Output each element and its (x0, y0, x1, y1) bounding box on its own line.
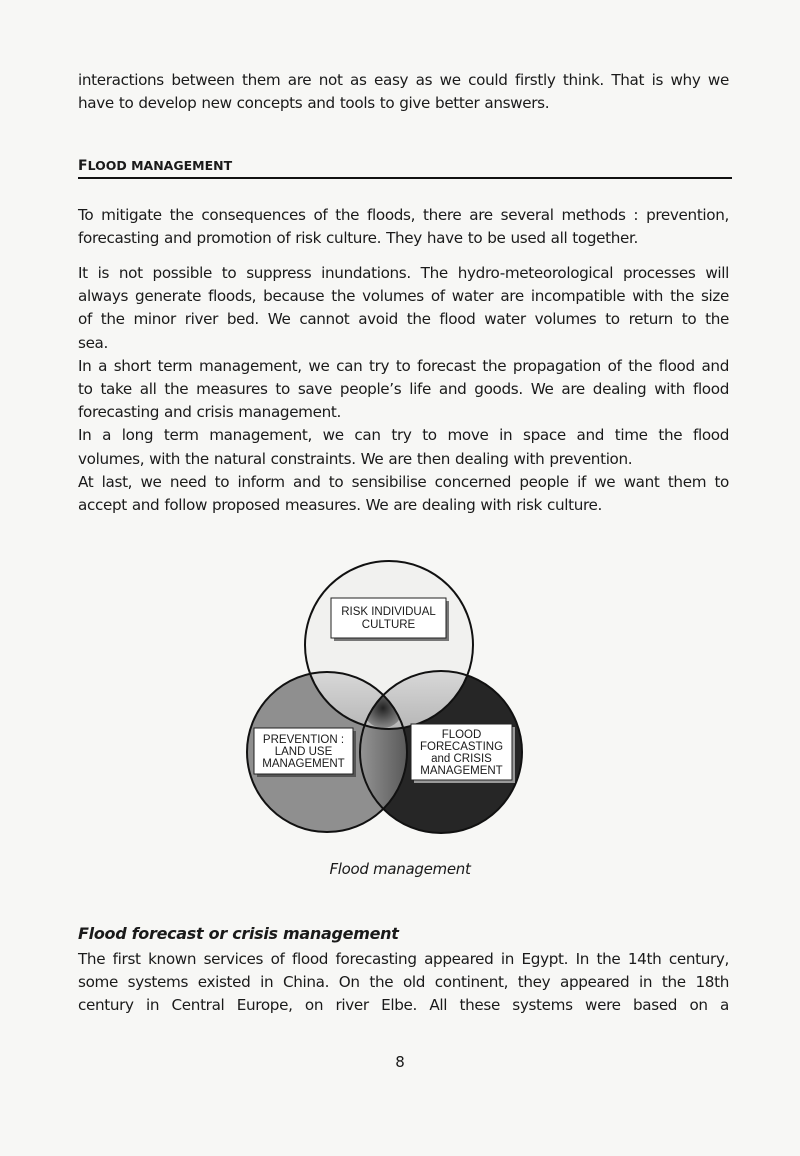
text-line: century in Central Europe, on river Elbe. All these systems were based on a (78, 996, 729, 1015)
label-forecasting (411, 724, 515, 783)
heading-rest: LOOD MANAGEMENT (87, 158, 233, 173)
label-line: MANAGEMENT (262, 758, 345, 770)
label-line: RISK INDIVIDUAL (341, 606, 436, 618)
label-line: CULTURE (361, 619, 416, 631)
text-line: In a long term management, we can try to move in space and time the flood (78, 426, 729, 445)
text-line: It is not possible to suppress inundations. The hydro-meteorological processes will (78, 264, 729, 282)
text-line: to take all the measures to save people’s life and goods. We are dealing with flood (78, 380, 729, 399)
text-line: The first known services of flood forecasting appeared in Egypt. In the 14th century, (78, 950, 729, 968)
text-line: forecasting and crisis management. (78, 403, 341, 422)
text-line: some systems existed in China. On the old continent, they appeared in the 18th (78, 973, 729, 992)
text-line: have to develop new concepts and tools to give better answers. (78, 94, 550, 113)
text-line: of the minor river bed. We cannot avoid the flood water volumes to return to the (78, 310, 729, 329)
text-line: always generate floods, because the volumes of water are incompatible with the size (78, 287, 729, 306)
text-line: forecasting and promotion of risk culture. They have to be used all together. (78, 229, 638, 248)
page-number: 8 (395, 1053, 405, 1071)
text-line: At last, we need to inform and to sensibilise concerned people if we want them to (78, 472, 729, 491)
label-line: PREVENTION : (262, 734, 345, 746)
label-line: LAND USE (274, 746, 333, 758)
subsection-heading: Flood forecast or crisis management (78, 924, 399, 943)
history-paragraph (78, 948, 729, 1018)
text-line: accept and follow proposed measures. We are dealing with risk culture. (78, 496, 603, 515)
text-line: In a short term management, we can try to forecast the propagation of the flood and (78, 356, 729, 375)
label-line: FLOOD (441, 729, 482, 741)
label-prevention (254, 728, 356, 777)
text-line: interactions between them are not as easy as we could firstly think. That is why we (78, 71, 729, 89)
label-line: FORECASTING (419, 741, 504, 753)
label-line: MANAGEMENT (420, 765, 503, 777)
heading-initial: F (78, 158, 88, 174)
label-line: and CRISIS (431, 753, 492, 765)
text-line: sea. (78, 333, 108, 352)
figure-caption: Flood management (329, 860, 471, 878)
text-line: volumes, with the natural constraints. We are then dealing with prevention. (78, 449, 633, 468)
text-line: To mitigate the consequences of the floods, there are several methods : prevention, (78, 206, 729, 224)
label-risk-culture (331, 598, 449, 641)
